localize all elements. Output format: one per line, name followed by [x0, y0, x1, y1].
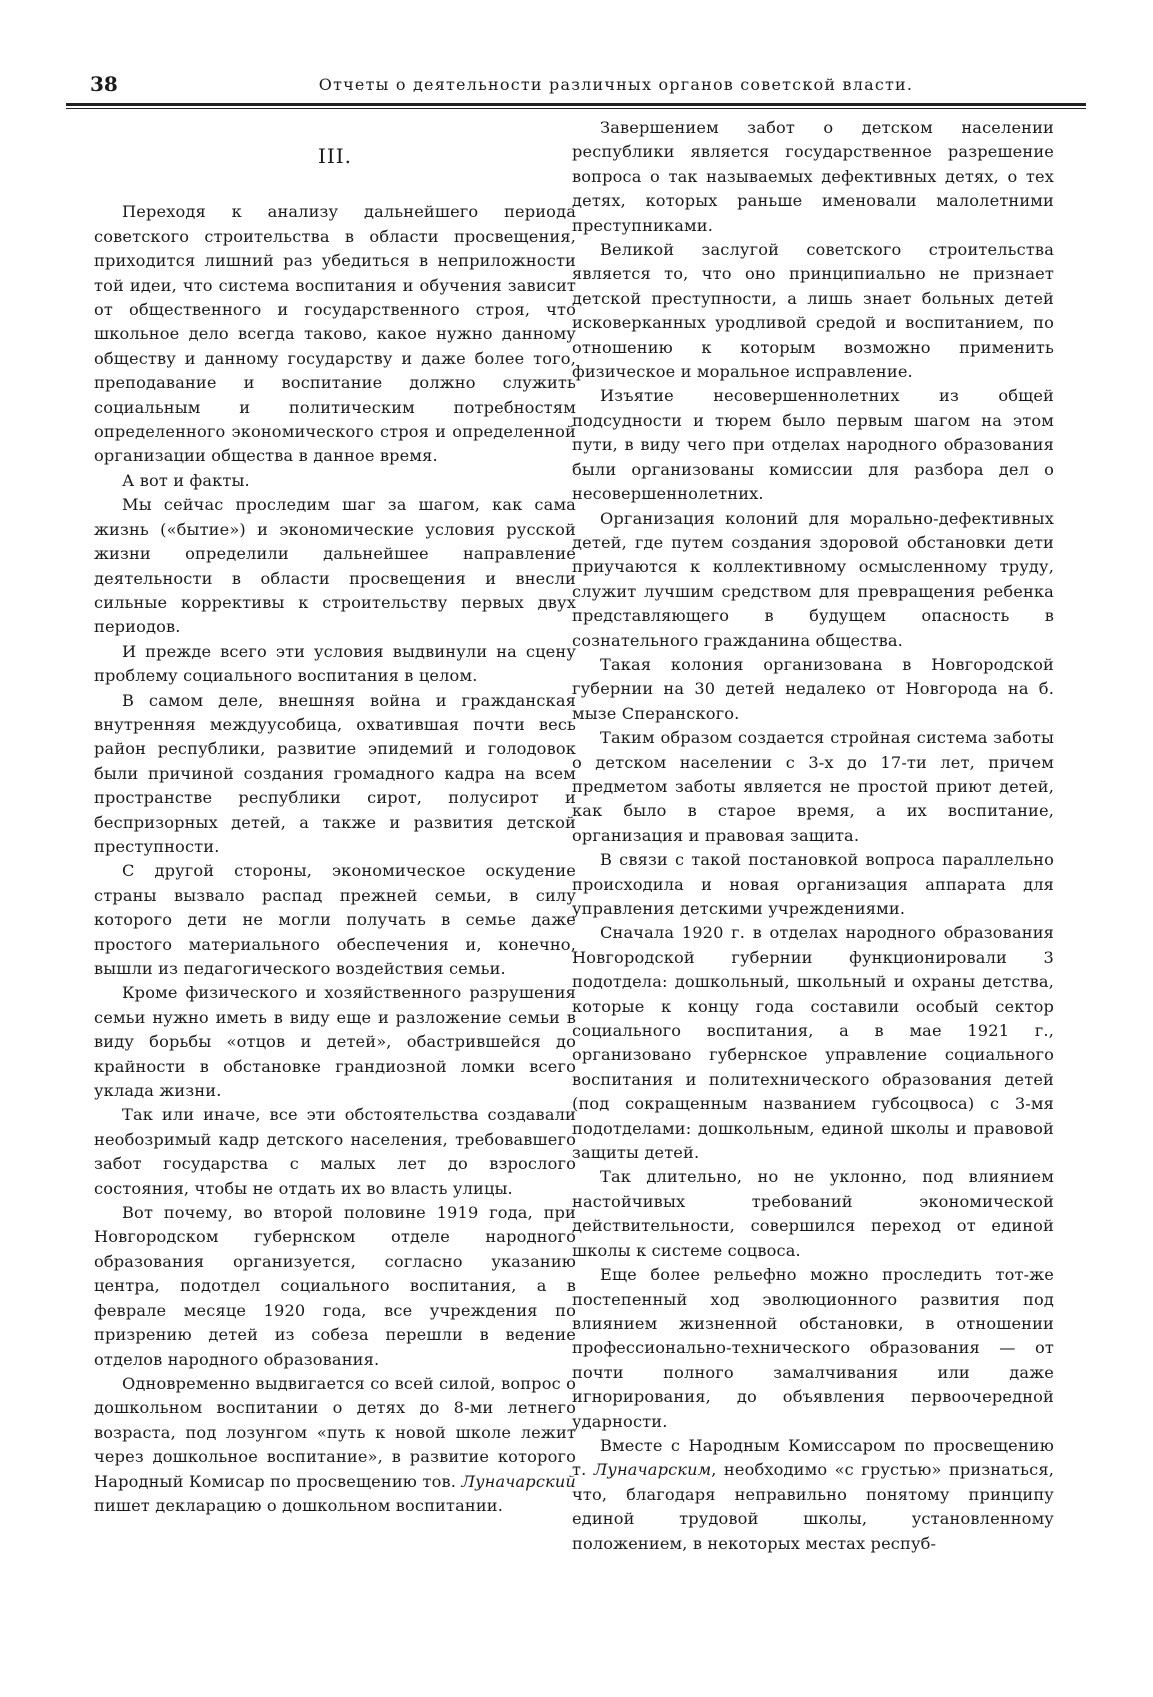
right-column [572, 116, 1054, 1556]
paragraph: Так длительно, но не уклонно, под влиянием настойчивых требований экономической действительности, совершился переход от единой школы к системе соцвоса. [572, 1167, 1054, 1260]
running-title: Отчеты о деятельности различных органов советской власти. [318, 75, 914, 94]
paragraph [94, 1372, 576, 1518]
paragraph: С другой стороны, экономическое оскудение страны вызвало распад прежней семьи, в силу которого дети не могли получать в семье даже простого материального обеспечения и, конечно, вышли из педагогического воздействия семьи. [94, 861, 576, 978]
person-name: Луначарским [593, 1460, 712, 1480]
header-rule-thin [66, 108, 1086, 109]
paragraph: Таким образом создается стройная система заботы о детском населении с 3-х до 17-ти лет, причем предметом заботы является не простой приют детей, как было в старое время, а их воспитание, организация и правовая защита. [572, 728, 1054, 845]
paragraph: Вот почему, во второй половине 1919 года, при Новгородском губернском отделе народного образования организуется, согласно указанию центра, подотдел социального воспитания, а в феврале месяце 1920 года, все учреждения по призрению детей из собеза перешли в ведение отделов народного образования. [94, 1203, 576, 1369]
text-run: пишет декларацию о дошкольном воспитании. [94, 1495, 504, 1515]
paragraph: И прежде всего эти условия выдвинули на сцену проблему социального воспитания в целом. [94, 641, 576, 686]
paragraph: А вот и факты. [122, 470, 250, 490]
section-heading: III. [317, 144, 353, 168]
paragraph: В связи с такой постановкой вопроса параллельно происходила и новая организация аппарата для управления детскими учреждениями. [572, 850, 1054, 918]
person-name: Луначарский [461, 1471, 576, 1491]
header-rule-thick [66, 103, 1086, 106]
paragraph: Мы сейчас проследим шаг за шагом, как сама жизнь («бытие») и экономические условия русской жизни определили дальнейшее направление деятельности в области просвещения и внесли сильные коррективы к строительству первых двух периодов. [94, 495, 576, 637]
paragraph: Кроме физического и хозяйственного разрушения семьи нужно иметь в виду еще и разложение семьи в виду борьбы «отцов и детей», обастрившейся до крайности в обстановке грандиозной ломки всего уклада жизни. [94, 983, 576, 1101]
paragraph: Сначала 1920 г. в отделах народного образования Новгородской губернии функционировали 3 подотдела: дошкольный, школьный и охраны детства, которые к концу года составили особый сектор социального воспитания, а в мае 1921 г., организовано губернское управление социального воспитания и политехнического образования детей (под сокращенным названием губсоцвоса) с 3-мя подотделами: дошкольным, единой школы и правовой защиты детей. [572, 923, 1054, 1163]
text-run: Вместе с Народным Комиссаром по просвещению т. [572, 1435, 1054, 1480]
paragraph: Великой заслугой советского строительства является то, что оно принципиально не признает детской преступности, а лишь знает больных детей исковерканных уродливой средой и воспитанием, по отношению к которым возможно применить физическое и моральное исправление. [572, 240, 1054, 382]
text-run: Одновременно выдвигается со всей силой, вопрос о дошкольном воспитании о детях до 8-ми летнего возраста, под лозунгом «путь к новой школе лежит через дошкольное воспитание», в развитие которого Народный Комисар по просвещению тов. [94, 1373, 576, 1491]
paragraph: Организация колоний для морально-дефективных детей, где путем создания здоровой обстановки дети приучаются к коллективному осмысленному труду, служит лучшим средством для превращения ребенка представляющего в будущем опасность в сознательного гражданина общества. [572, 508, 1054, 650]
paragraph: Завершением забот о детском населении республики является государственное разрешение вопроса о так называемых дефективных детях, о тех детях, которых раньше именовали малолетними преступниками. [572, 118, 1054, 235]
page-number: 38 [90, 72, 118, 96]
paragraph: В самом деле, внешняя война и гражданская внутренняя междуусобица, охватившая почти весь район республики, развитие эпидемий и голодовок были причиной создания громадного кадра на всем пространстве республики сирот, полусирот и беспризорных детей, а также и развития детской преступности. [94, 690, 576, 856]
paragraph: Такая колония организована в Новгородской губернии на 30 детей недалеко от Новгорода на б. мызе Сперанского. [572, 654, 1054, 723]
page-header [66, 72, 1086, 102]
left-column [94, 116, 576, 1518]
text-run: , необходимо «с грустью» признаться, что, благодаря неправильно понятому принципу единой трудовой школы, установленному положением, в некоторых местах респуб- [572, 1460, 1054, 1553]
paragraph: Изъятие несовершеннолетних из общей подсудности и тюрем было первым шагом на этом пути, в виду чего при отделах народного образования были организованы комиссии для разбора дел о несовершеннолетних. [572, 386, 1054, 504]
paragraph: Еще более рельефно можно проследить тот-же постепенный ход эволюционного развития под влиянием жизненной обстановки, в отношении профессионально-технического образования — от почти полного замалчивания или даже игнорирования, до объявления первоочередной ударности. [572, 1265, 1054, 1431]
paragraph: Переходя к анализу дальнейшего периода советского строительства в области просвещения, приходится лишний раз убедиться в неприложности той идеи, что система воспитания и обучения зависит от общественного и государственного строя, что школьное дело всегда таково, какое нужно данному обществу и данному государству и даже более того, преподавание и воспитание должно служить социальным и политическим потребностям определенного экономического строя и определенной организации общества в данное время. [94, 202, 576, 466]
paragraph [572, 1434, 1054, 1556]
paragraph: Так или иначе, все эти обстоятельства создавали необозримый кадр детского населения, требовавшего забот государства с малых лет до взрослого состояния, чтобы не отдать их во власть улицы. [94, 1105, 576, 1198]
